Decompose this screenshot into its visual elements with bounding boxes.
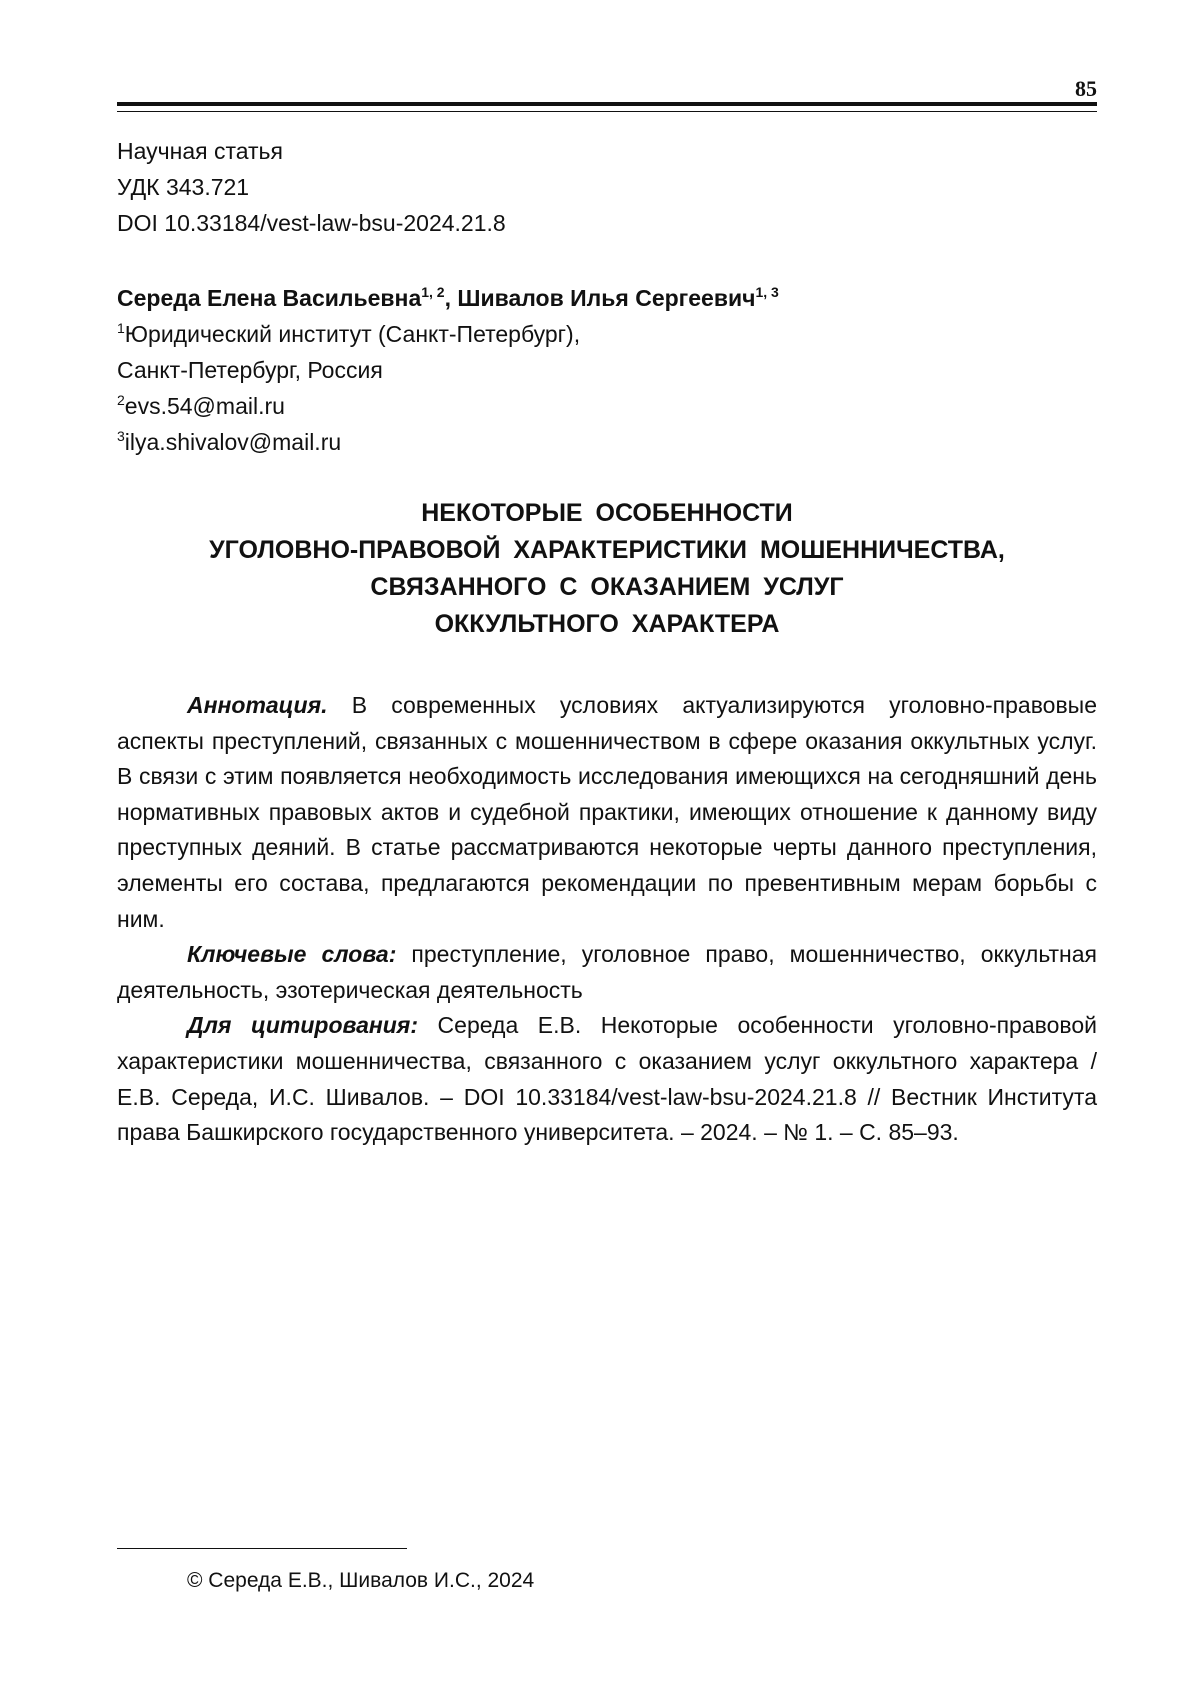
copyright-footnote: © Середа Е.В., Шивалов И.С., 2024 [187, 1569, 535, 1592]
footnote-rule [117, 1548, 407, 1549]
email-2-mark: 3 [117, 428, 125, 444]
affiliation [117, 316, 779, 352]
title-line: НЕКОТОРЫЕ ОСОБЕННОСТИ [421, 499, 793, 527]
abstract-section [117, 688, 1097, 1151]
title-line: УГОЛОВНО-ПРАВОВОЙ ХАРАКТЕРИСТИКИ МОШЕННИЧЕСТВА, [209, 536, 1005, 564]
article-type: Научная статья [117, 138, 283, 164]
affiliation-mark: 1 [117, 320, 125, 336]
author-names [117, 280, 779, 316]
author-2-affiliation-marks: 1, 3 [755, 284, 779, 300]
email-2-row [117, 424, 779, 460]
article-title [117, 495, 1097, 643]
email-1-mark: 2 [117, 392, 125, 408]
citation-text: Середа Е.В. Некоторые особенности уголовно-правовой характеристики мошенничества, связанного с оказанием услуг оккультного характера / Е.В. Середа, И.С. Шивалов. – DOI 10.33184/vest-law-bsu-2024.21.8 // Вестник Института права Башкирского государственного университета. – 2024. – № 1. – С. 85–93. [117, 1012, 1097, 1146]
author-2: Шивалов Илья Сергеевич [457, 285, 756, 311]
title-line: ОККУЛЬТНОГО ХАРАКТЕРА [434, 610, 780, 638]
affiliation-line-1: Юридический институт (Санкт-Петербург), [124, 321, 581, 347]
citation-paragraph [117, 1008, 1097, 1150]
abstract-paragraph [117, 688, 1097, 937]
keywords-paragraph [117, 937, 1097, 1008]
keywords-text: преступление, уголовное право, мошенничество, оккультная деятельность, эзотерическая деятельность [117, 941, 1097, 1003]
author-1-affiliation-marks: 1, 2 [421, 284, 445, 300]
keywords-label: Ключевые слова: [187, 941, 397, 968]
title-line: СВЯЗАННОГО С ОКАЗАНИЕМ УСЛУГ [370, 573, 844, 601]
email-1-row [117, 388, 779, 424]
author-separator: , [444, 285, 458, 311]
author-1: Середа Елена Васильевна [117, 285, 422, 311]
udc-code: УДК 343.721 [117, 174, 250, 200]
authors-block [117, 280, 779, 460]
doi: DOI 10.33184/vest-law-bsu-2024.21.8 [117, 210, 506, 236]
abstract-label: Аннотация. [187, 692, 328, 718]
email-1: evs.54@mail.ru [124, 393, 285, 419]
email-2: ilya.shivalov@mail.ru [124, 429, 342, 455]
article-meta [117, 133, 506, 241]
page-number: 85 [1075, 76, 1097, 101]
affiliation-line-2: Санкт-Петербург, Россия [117, 357, 383, 383]
abstract-text: В современных условиях актуализируются уголовно-правовые аспекты преступлений, связанных с мошенничеством в сфере оказания оккультных услуг. В связи с этим появляется необходимость исследования имеющихся на сегодняшний день нормативных правовых актов и судебной практики, имеющих отношение к данному виду преступных деяний. В статье рассматриваются некоторые черты данного преступления, элементы его состава, предлагаются рекомендации по превентивным мерам борьбы с ним. [117, 692, 1097, 932]
citation-label: Для цитирования: [187, 1012, 419, 1039]
header-rule [117, 102, 1097, 112]
